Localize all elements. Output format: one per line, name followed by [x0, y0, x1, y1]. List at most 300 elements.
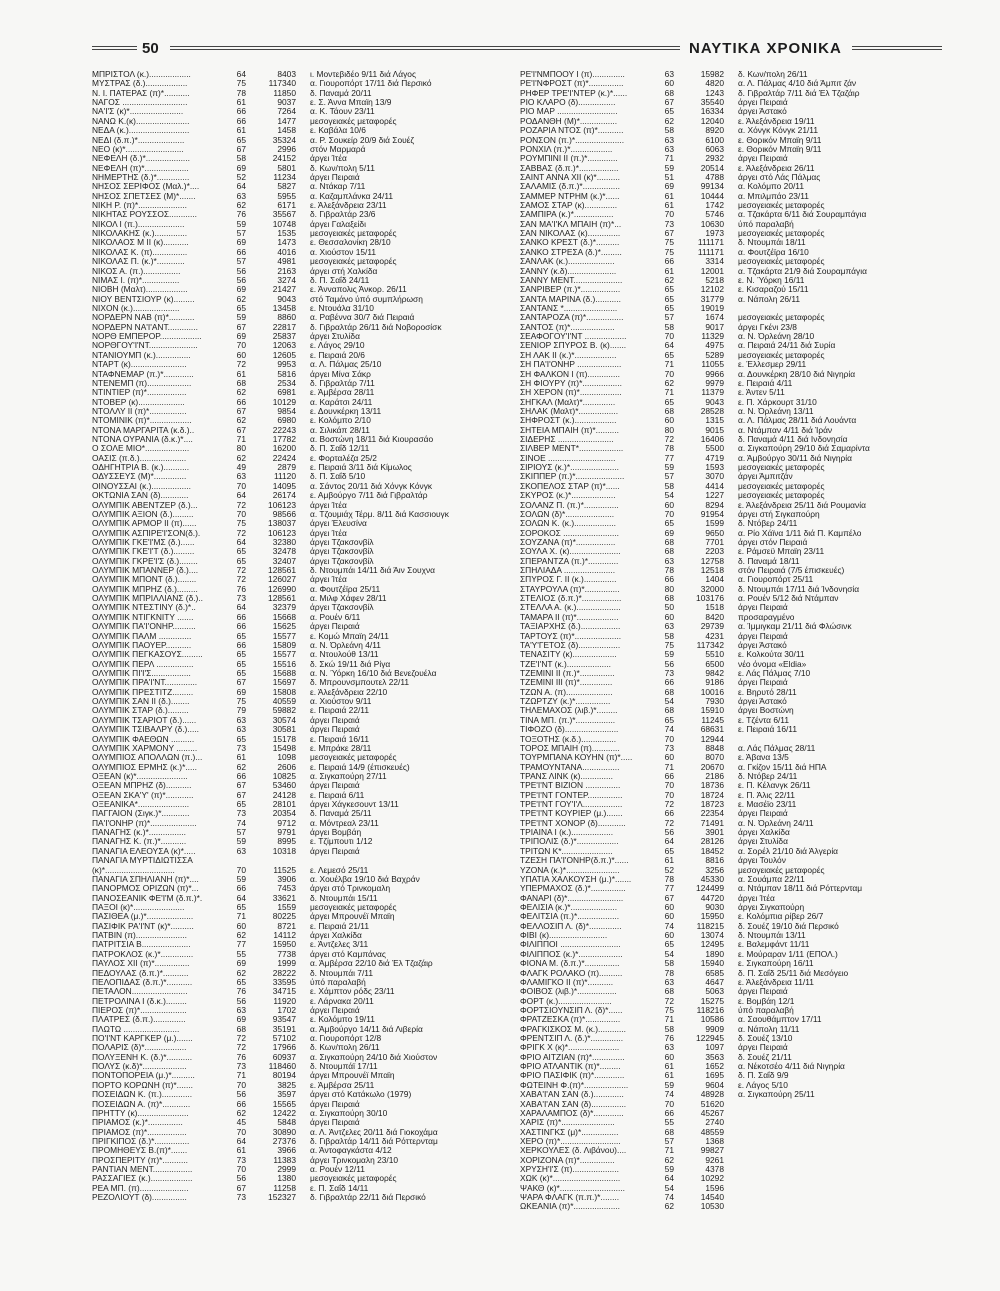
position-report: μεσογειακές μεταφορές — [738, 229, 825, 239]
tonnage: 106123 — [268, 528, 296, 538]
ship-name: ΟΛΥΜΠΙΚ ΤΣΙΒΑΛΡΥ (δ.)..... — [92, 725, 199, 735]
tonnage: 32379 — [272, 603, 296, 613]
build-year: 67 — [236, 790, 246, 800]
ship-name: ΠΟΛΥΞΕΝΗ Κ. (δ.)*........... — [92, 1052, 193, 1062]
position-report: άργει Πειραιά — [310, 1099, 360, 1109]
position-report: δ. Π. Σαΐδ 9/9 — [738, 1071, 789, 1081]
ship-name: ΤΡΙΠΟΛΙΣ (δ.)*.................. — [520, 837, 619, 847]
tonnage: 12063 — [272, 341, 296, 351]
position-report: στόν Πειραιά (7/5 έπισκευές) — [738, 566, 845, 576]
ship-name: ΣΑΝΚΟ ΣΤΡΕΣΑ (δ.)*......... — [520, 247, 622, 257]
position-report: α. Μιλφ Χάφεν 28/11 — [310, 594, 387, 604]
position-report: άργει στό Καμπάνας — [310, 949, 386, 959]
position-report: στόν Μαρμαρά — [310, 144, 366, 154]
tonnage: 12102 — [700, 285, 724, 295]
tonnage: 1518 — [705, 603, 724, 613]
ship-name: ΣΗΛΑΚ (Μαλτ)*................. — [520, 406, 619, 416]
build-year: 65 — [664, 285, 674, 295]
build-year: 70 — [236, 509, 246, 519]
position-report: α. Σιγκαπούρη 27/11 — [310, 771, 387, 781]
build-year: 59 — [236, 837, 246, 847]
ship-name: ΣΑΝΝΥ ΜΕΝΤ..................... — [520, 275, 623, 285]
ship-name: ΝΤΟΒΕΡ (κ).................... — [92, 397, 185, 407]
position-report: άργει Χαλκίδα — [738, 828, 790, 838]
build-year: 70 — [664, 734, 674, 744]
tonnage: 2606 — [277, 762, 296, 772]
ship-name: ΣΟΡΟΚΟΣ ........................ — [520, 528, 619, 538]
position-report: δ. Γιβραλτάρ 22/11 διά Περσικό — [310, 1193, 426, 1203]
build-year: 61 — [236, 753, 246, 763]
ship-name: ΤΑΜΑΡΑ ΙΙ (π)*.................. — [520, 612, 619, 622]
build-year: 72 — [664, 996, 674, 1006]
build-year: 69 — [236, 238, 246, 248]
ship-name: ΠΟΛΥΣ (κ.δ)*................... — [92, 1062, 187, 1072]
tonnage: 35540 — [700, 98, 724, 108]
build-year: 55 — [236, 949, 246, 959]
ship-name: ΥΠΕΡΜΑΧΟΣ (δ.)*............... — [520, 884, 626, 894]
ship-name: ΝΙΜΑΣ Ι. (π)*................ — [92, 275, 180, 285]
position-report: άργει Στυλίδα — [738, 837, 788, 847]
ship-name: ΠΕΛΟΠΙΔΑΣ (δ.π.)*........... — [92, 977, 193, 987]
ship-name: ΣΤΕΛΙΟΣ (δ.π.)*................. — [520, 594, 622, 604]
position-report: δ. Ντουμπάι 18/11 — [738, 238, 806, 248]
ship-name: ΧΑΡΑΛΑΜΠΟΣ (δ)*............. — [520, 1108, 624, 1118]
tonnage: 31779 — [700, 294, 724, 304]
position-report: α. Χουέλβα 19/10 διά Βαχράν — [310, 874, 420, 884]
build-year: 64 — [236, 537, 246, 547]
ship-name: ΦΕΛΙΣΙΑ (κ.)*.................... — [520, 902, 618, 912]
position-report: δ. Σουέζ 13/10 — [738, 1034, 793, 1044]
ship-name: ΥΠΑΤΙΑ ΧΑΛΚΟΥΣΗ (μ.)*....... — [520, 874, 632, 884]
build-year: 57 — [664, 313, 674, 323]
build-year: 77 — [664, 453, 674, 463]
position-report: ε. Έλλεσμερ 29/11 — [738, 360, 807, 370]
tonnage: 4981 — [277, 257, 296, 267]
position-report: ε. Π. Χάρκουρτ 31/10 — [738, 397, 817, 407]
build-year: 66 — [236, 397, 246, 407]
ship-name: ΝΕΔΙ (δ.π.)*.................... — [92, 135, 185, 145]
position-report: α. Σουάμπα 22/11 — [738, 874, 805, 884]
build-year: 71 — [664, 762, 674, 772]
tonnage: 48928 — [700, 1090, 724, 1100]
position-report: μεσογειακές μεταφορές — [310, 257, 397, 267]
position-report: άργει στό Λάς Πάλμας — [738, 172, 821, 182]
ship-name: ΠΑΓΓΑΙΟΝ (Σιγκ.)*............ — [92, 809, 190, 819]
build-year: 62 — [664, 1202, 674, 1212]
position-report: ε. Ράμσεϋ Μπαϊη 23/11 — [738, 547, 825, 557]
build-year: 74 — [664, 1090, 674, 1100]
position-report: δ. Παναμά 25/11 — [310, 809, 372, 819]
ship-name: ΣΙΡΙΟΥΣ (κ.)*..................... — [520, 463, 619, 473]
build-year: 64 — [236, 182, 246, 192]
ship-name: ΣΑΜΜΕΡ ΝΤΡΗΜ (κ.)*...... — [520, 191, 620, 201]
ship-name: ΟΛΥΜΠΙΚ ΠΕΡΛ ................ — [92, 659, 194, 669]
tonnage: 28126 — [700, 837, 724, 847]
build-year: 56 — [664, 659, 674, 669]
ship-name: ΣΑΝΡΙΒΕΡ (π.)*................. — [520, 285, 621, 295]
ship-name: ΠΛΩΤΩ ........................ — [92, 1024, 180, 1034]
position-report: νέο όνομα «Eldia» — [738, 659, 807, 669]
build-year: 66 — [664, 678, 674, 688]
ship-name: ΣΑΝΝΥ (κ.δ)..................... — [520, 266, 617, 276]
build-year: 57 — [236, 828, 246, 838]
build-year: 71 — [664, 1015, 674, 1025]
tonnage: 5063 — [705, 987, 724, 997]
build-year: 65 — [236, 669, 246, 678]
build-year: 61 — [664, 1062, 674, 1072]
build-year: 79 — [236, 706, 246, 716]
build-year: 52 — [236, 172, 246, 182]
tonnage: 33621 — [272, 893, 296, 903]
tonnage: 1227 — [705, 491, 724, 501]
build-year: 49 — [236, 463, 246, 473]
position-report: α. Λ. Άντζελες 20/11 διά Γιοκοχάμα — [310, 1127, 438, 1137]
ship-name: ΟΛΥΜΠΙΚ ΜΠΑΝΝΕΡ (δ.).... — [92, 566, 199, 576]
tonnage: 6585 — [705, 968, 724, 978]
position-report: άργει Άστακό — [738, 107, 787, 117]
build-year: 62 — [236, 762, 246, 772]
tonnage: 5816 — [277, 369, 296, 379]
ship-name: ΣΤΑΥΡΟΥΛΑ (π)*............... — [520, 584, 620, 594]
tonnage: 6171 — [277, 201, 296, 211]
position-report: άργει Τρινκομαλη 23/10 — [310, 1155, 399, 1165]
position-report: ε. Λάς Πάλμας 7/10 — [738, 669, 811, 678]
build-year: 69 — [664, 182, 674, 192]
ship-name: ΧΕΡΚΟΥΛΕΣ (δ. Λιβάνου).... — [520, 1146, 627, 1156]
tonnage: 1695 — [705, 1071, 724, 1081]
position-report: δ. Γιβραλτάρ 14/11 διά Ρόττερνταμ — [310, 1136, 438, 1146]
position-report: α. Άντοφαγκάστα 4/12 — [310, 1146, 392, 1156]
ship-name: (κ)*.............................. — [92, 865, 175, 875]
position-report: ε. Π. Άλις 22/11 — [738, 790, 795, 800]
position-report: μεσογειακές μεταφορές — [738, 463, 825, 473]
ship-name: ΣΑΝΤΑΝΣ *....................... — [520, 303, 618, 313]
position-report: δ. Γιβραλτάρ 26/11 διά Νοβοροσίσκ — [310, 322, 442, 332]
build-year: 74 — [236, 818, 246, 828]
ship-name: ΡΕ'Ι'ΝΦΡΟΣΤ (π)*............... — [520, 79, 624, 89]
build-year: 68 — [664, 537, 674, 547]
tonnage: 34715 — [272, 987, 296, 997]
build-year: 72 — [664, 800, 674, 810]
position-report: α. Χόνγκ Κόνγκ 21/11 — [738, 126, 818, 136]
tonnage: 1999 — [277, 959, 296, 969]
position-report: άργει στή Σιγκαπούρη — [738, 509, 820, 519]
ship-name: ΟΛΥΜΠΙΟΣ ΕΡΜΗΣ (κ.)*..... — [92, 762, 197, 772]
position-report: ε. Άλεξάνδρεια 19/11 — [738, 116, 815, 126]
position-report: α. Πειραιά 24/11 διά Συρία — [738, 341, 836, 351]
position-report: προσαραγμένο — [738, 612, 795, 622]
position-report: ε. Θεσσαλονίκη 28/10 — [310, 238, 391, 248]
build-year: 71 — [664, 388, 674, 398]
position-report: ε. Τζίμπουτι 1/12 — [310, 837, 373, 847]
build-year: 65 — [236, 902, 246, 912]
ship-name: ΤΕΝΑΣΙΤΥ (κ)................... — [520, 650, 617, 660]
position-report: ε. Θορικόν Μπαϊη 9/11 — [738, 144, 822, 154]
position-report: α. Λάς Πάλμας 28/11 — [738, 743, 816, 753]
tonnage: 9043 — [705, 397, 724, 407]
build-year: 60 — [664, 416, 674, 426]
build-year: 67 — [236, 781, 246, 791]
position-report: α. Τζακάρτα 21/9 διά Σουραμπάγια — [738, 266, 867, 276]
position-report: α. Ντουλούθ 13/11 — [310, 650, 379, 660]
ship-name: ΡΟΝΣΟΝ (π.)*..................... — [520, 135, 625, 145]
tonnage: 16334 — [700, 107, 724, 117]
build-year: 65 — [236, 650, 246, 660]
build-year: 68 — [664, 88, 674, 98]
tonnage: 22424 — [272, 453, 296, 463]
build-year: 63 — [664, 135, 674, 145]
position-report: ε. Κισαραζού 15/11 — [738, 285, 809, 295]
tonnage: 15178 — [272, 734, 296, 744]
tonnage: 32380 — [272, 537, 296, 547]
position-report: ε. Άντζελες 3/11 — [310, 940, 369, 950]
position-report: ε. Άλεξάνδρεια 23/11 — [310, 201, 387, 211]
build-year: 73 — [236, 1062, 246, 1072]
build-year: 63 — [664, 144, 674, 154]
position-report: ε. Πειραιά 21/11 — [310, 921, 370, 931]
build-year: 59 — [664, 1080, 674, 1090]
build-year: 75 — [236, 79, 246, 89]
tonnage: 26174 — [272, 491, 296, 501]
tonnage: 3070 — [705, 472, 724, 482]
build-year: 59 — [236, 874, 246, 884]
position-report: δ. Κων/πολη 26/11 — [310, 1043, 380, 1053]
build-year: 66 — [236, 771, 246, 781]
position-report: δ. Παναμά 18/11 — [738, 556, 800, 566]
position-report: α. Μόντρεαλ 23/11 — [310, 818, 379, 828]
ship-name: ΟΞΕΑΝ ΣΚΑ'Υ' (π)*............ — [92, 790, 194, 800]
position-report: α. Λ. Πάλμας 25/10 — [310, 360, 382, 370]
build-year: 58 — [664, 631, 674, 641]
position-report: άργει Ίτέα — [310, 575, 347, 585]
build-year: 75 — [664, 238, 674, 248]
build-year: 69 — [236, 163, 246, 173]
build-year: 72 — [236, 360, 246, 370]
ship-name: ΣΙΔΕΡΗΣ ........................ — [520, 435, 614, 445]
build-year: 65 — [664, 519, 674, 529]
build-year: 78 — [664, 874, 674, 884]
tonnage: 6981 — [277, 388, 296, 398]
tonnage: 11383 — [273, 1155, 296, 1165]
tonnage: 18724 — [700, 790, 724, 800]
ship-name: ΠΑΤΒΙΝ (π)...................... — [92, 931, 187, 941]
build-year: 62 — [236, 294, 246, 304]
position-report: δ. Ντουμπάι 7/11 — [310, 968, 373, 978]
ship-name: ΧΑΒΑ'Ι'ΑΝ ΣΑΝ (δ)............... — [520, 1099, 627, 1109]
ship-name: ΤΟΞΟΤΗΣ (κ.δ.)............... — [520, 734, 617, 744]
tonnage: 111171 — [697, 247, 724, 257]
ship-name: ΠΑΤΡΙΤΣΙΑ Β..................... — [92, 940, 191, 950]
position-report: άργει Πειραιά — [310, 1005, 360, 1015]
build-year: 63 — [664, 70, 674, 79]
build-year: 64 — [236, 893, 246, 903]
position-report: άργει Τουλόν — [738, 856, 786, 866]
build-year: 58 — [664, 322, 674, 332]
ship-name: ΝΙΚΟΛΑΚΗΣ (κ.).............. — [92, 229, 188, 239]
position-report: δ. Ντόβερ 24/11 — [738, 519, 798, 529]
tonnage: 11120 — [273, 472, 296, 482]
build-year: 61 — [664, 266, 674, 276]
position-report: ε. Άλεξάνδρεια 26/11 — [738, 163, 815, 173]
ship-name: ΟΛΥΜΠΙΚ ΝΤΕΣΤΙΝΥ (δ.)*.. — [92, 603, 196, 613]
build-year: 62 — [236, 388, 246, 398]
build-year: 60 — [664, 931, 674, 941]
position-report: άργει Μπρουνέϊ Μπαϊη — [310, 912, 395, 922]
ship-name: ΠΑΝΑΓΙΑ ΣΠΗΛΙΑΝΗ (π)*.... — [92, 874, 199, 884]
position-report: δ. Παναμά 4/11 διά Ινδονησία — [738, 435, 848, 445]
build-year: 61 — [236, 126, 246, 136]
tonnage: 1535 — [277, 229, 296, 239]
build-year: 75 — [664, 247, 674, 257]
tonnage: 15516 — [272, 659, 296, 669]
position-report: ε. Άλεξάνδρεια 25/11 διά Ρουμανία — [738, 500, 866, 510]
position-report: άργει Πειραιά — [310, 846, 360, 856]
build-year: 65 — [236, 800, 246, 810]
tonnage: 5848 — [277, 1118, 296, 1128]
build-year: 68 — [664, 706, 674, 716]
ship-name: ΠΕΤΑΛΟΝ........................ — [92, 987, 188, 997]
ship-name: ΦΡΙΟ ΠΑΣΙΦΙΚ (π)*............. — [520, 1071, 625, 1081]
build-year: 68 — [664, 547, 674, 557]
tonnage: 40559 — [272, 697, 296, 707]
tonnage: 91954 — [700, 509, 724, 519]
tonnage: 118215 — [696, 921, 724, 931]
tonnage: 3901 — [705, 828, 724, 838]
build-year: 61 — [236, 98, 246, 108]
build-year: 54 — [664, 1183, 674, 1193]
build-year: 56 — [236, 266, 246, 276]
tonnage: 6063 — [705, 144, 724, 154]
ship-name: ΟΛΥΜΠΙΚ ΝΤΙΓΚΝΙΤΥ ....... — [92, 612, 194, 622]
build-year: 63 — [664, 1043, 674, 1053]
ship-name: ΧΕΡΟ (π)*.......................... — [520, 1136, 621, 1146]
position-report: δ. Ντουμπάϊ 17/11 — [310, 1062, 378, 1072]
ship-name: ΤΡΕ'Ι'ΝΤ ΧΟΝΟΡ (δ)............ — [520, 818, 626, 828]
build-year: 56 — [236, 996, 246, 1006]
build-year: 60 — [236, 350, 246, 360]
ship-name: ΣΟΥΖΑΝΑ (π)*................. — [520, 537, 616, 547]
tonnage: 48559 — [700, 1127, 724, 1137]
position-report: ε. Μπράκε 28/11 — [310, 743, 372, 753]
tonnage: 1098 — [277, 753, 296, 763]
tonnage: 9712 — [277, 818, 296, 828]
position-report: ε. Κολόμπο 2/10 — [310, 416, 371, 426]
position-report: μεσογειακές μεταφορές — [738, 481, 825, 491]
tonnage: 18736 — [700, 781, 724, 791]
ship-name: ΠΟΣΕΙΔΩΝ Α. (π)*............ — [92, 1099, 191, 1109]
ship-name: ΦΩΤΕΙΝΗ Φ.(π)*................... — [520, 1080, 629, 1090]
tonnage: 6980 — [277, 416, 296, 426]
position-report: δ. Μπρουνσμπουτελ 22/11 — [310, 678, 410, 688]
tonnage: 99134 — [700, 182, 724, 192]
ship-name: ΟΚΤΩΝΙΑ ΣΑΝ (δ)............ — [92, 491, 189, 501]
tonnage: 9037 — [277, 98, 296, 108]
tonnage: 10129 — [272, 397, 296, 407]
ship-name: ΦΙΒΙ (κ)......................... — [520, 931, 608, 941]
ship-name: ΡΟΥΜΠΙΝΙ ΙΙ (π.)*............. — [520, 154, 618, 164]
position-report: α. Γιουροπόρτ 25/11 — [738, 575, 814, 585]
ship-name: ΣΠΕΡΑΝΤΖΑ (π.)*............. — [520, 556, 619, 566]
ship-name: ΤΡΑΝΣ ΛΙΝΚ (κ).............. — [520, 771, 613, 781]
position-report: δ. Ντουμπάι 13/11 — [738, 931, 806, 941]
build-year: 55 — [664, 1118, 674, 1128]
position-report: α. Κολόμπο 20/11 — [738, 182, 805, 192]
tonnage: 57102 — [272, 1034, 296, 1044]
position-report: α. Χιούστον 9/11 — [310, 697, 372, 707]
tonnage: 7738 — [277, 949, 296, 959]
ship-name: ΩΚΕΑΝΙΑ (π)*.................... — [520, 1202, 620, 1212]
build-year: 60 — [664, 902, 674, 912]
position-report: ι. Μοντεβιδέο 9/11 διά Λάγος — [310, 70, 416, 79]
position-report: μεσογειακές μεταφορές — [310, 902, 397, 912]
tonnage: 15275 — [700, 996, 724, 1006]
position-report: α. Ν. Ύόρκη 16/10 διά Βενεζουέλα — [310, 669, 437, 678]
tonnage: 128561 — [268, 594, 296, 604]
tonnage: 35567 — [272, 210, 296, 220]
tonnage: 126990 — [268, 584, 296, 594]
position-report: δ. Π. Σαΐδ 12/11 — [310, 444, 370, 454]
ship-name: ΣΠΥΡΟΣ Γ. ΙΙ (κ.).............. — [520, 575, 617, 585]
position-report: α. Σαουθάμπτον 17/11 — [738, 1015, 822, 1025]
tonnage: 2740 — [705, 1118, 724, 1128]
tonnage: 1368 — [705, 1136, 724, 1146]
tonnage: 11525 — [273, 865, 296, 875]
position-report: άργει Πειραιά — [738, 678, 788, 688]
tonnage: 7930 — [705, 697, 724, 707]
build-year: 70 — [236, 1165, 246, 1175]
build-year: 62 — [664, 378, 674, 388]
ship-name: ΦΙΛΙΠΠΟΙ .......................... — [520, 940, 621, 950]
position-report: α. Λ. Πάλμας 28/11 διά Λουάντα — [738, 416, 857, 426]
position-report: δ. Π. Σαΐδ 25/11 διά Μεσόγειο — [738, 968, 849, 978]
ship-name: ΣΑΛΑΜΙΣ (δ.π.)*................ — [520, 182, 620, 192]
page-header — [92, 40, 942, 62]
ship-name: ΝΙΚΟΛ Ι (π.).................... — [92, 219, 185, 229]
build-year: 59 — [664, 163, 674, 173]
position-report: δ. Π. Σαΐδ 24/11 — [310, 275, 370, 285]
tonnage: 15498 — [272, 743, 296, 753]
build-year: 69 — [236, 687, 246, 697]
tonnage: 45330 — [700, 874, 724, 884]
position-report: ε. Πειραιά 6/11 — [310, 790, 365, 800]
position-report: άργει Πειραιά — [310, 725, 360, 735]
ship-name: ΝΕΟ (κ)*......................... — [92, 144, 184, 154]
build-year: 66 — [236, 107, 246, 117]
tonnage: 13074 — [700, 931, 724, 941]
build-year: 72 — [664, 818, 674, 828]
tonnage: 3906 — [277, 874, 296, 884]
build-year: 63 — [236, 1005, 246, 1015]
ship-name: ΜΠΡΙΣΤΟΛ (κ.).................. — [92, 70, 191, 79]
ship-name: ΠΑ'Ι'ΟΝΗΡ (π)*.................... — [92, 818, 197, 828]
build-year: 64 — [236, 603, 246, 613]
position-report: ε. Κολκούτα 30/11 — [738, 650, 805, 660]
position-report: δ. Ντουμπάι 14/11 διά Άιν Σουχνα — [310, 566, 436, 576]
tonnage: 18723 — [700, 800, 724, 810]
tonnage: 1973 — [705, 229, 724, 239]
tonnage: 10444 — [700, 191, 724, 201]
tonnage: 1890 — [705, 949, 724, 959]
build-year: 61 — [664, 201, 674, 211]
position-report: ε. Π. Σαΐδ 14/11 — [310, 1183, 369, 1193]
tonnage: 9909 — [705, 1024, 724, 1034]
build-year: 54 — [664, 949, 674, 959]
build-year: 59 — [664, 650, 674, 660]
tonnage: 12605 — [272, 350, 296, 360]
position-report: ε. Άμβέρσα 28/11 — [310, 388, 375, 398]
position-report: α. Άμβούργο 30/11 διά Νιγηρία — [738, 453, 853, 463]
build-year: 63 — [664, 977, 674, 987]
